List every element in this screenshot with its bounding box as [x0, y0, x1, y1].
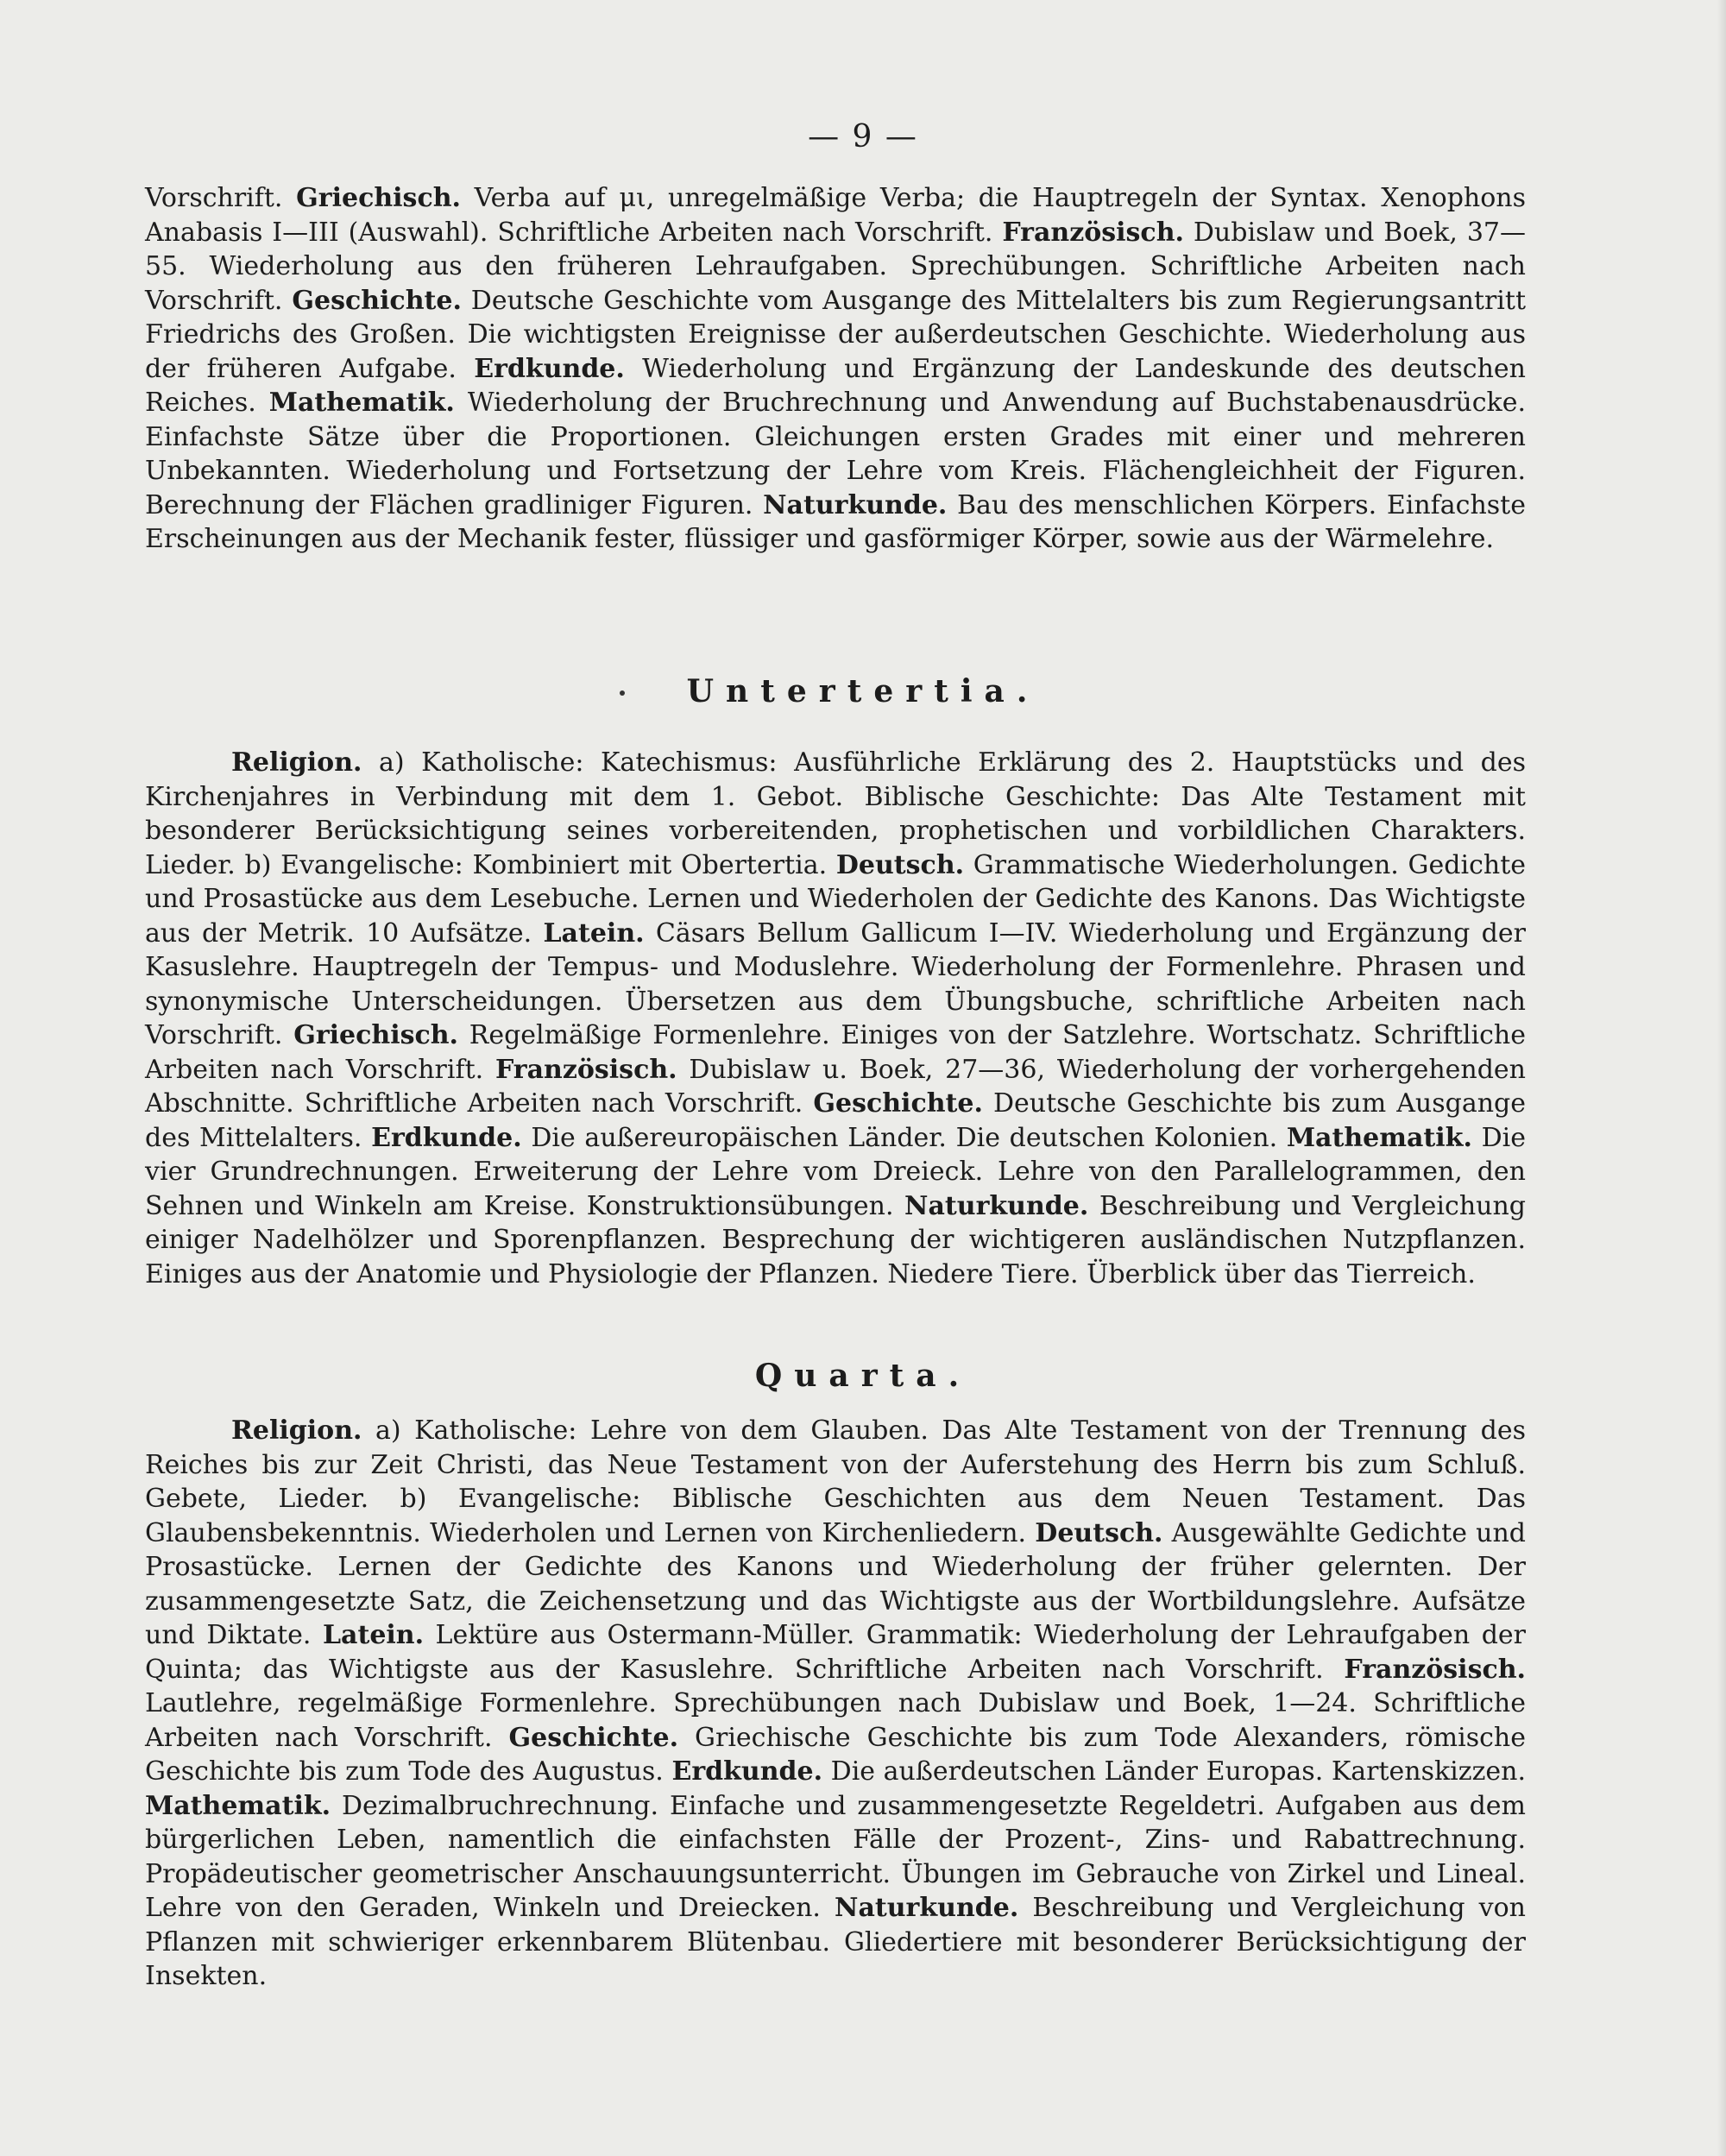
subject-label: Geschichte. — [508, 1722, 679, 1753]
subject-label: Mathematik. — [145, 1790, 331, 1821]
subject-label: Latein. — [543, 917, 645, 949]
page-number: — 9 — — [808, 119, 918, 154]
paragraph-text: Wiederholung der Bruchrechnung und Anwendung auf Buchstabenausdrücke. Einfachste Sätze über die Proportionen. Gleichungen ersten Grades mit einer und mehreren Unbekannten. Wiederholung und Fortsetzung der Lehre vom Kreis. Flächengleichheit der Figuren. Berechnung der Flächen gradliniger Figuren. — [145, 388, 1527, 520]
paragraph-text: Dezimalbruchrechnung. Einfache und zusammengesetzte Regeldetri. Aufgaben aus dem bürgerlichen Leben, namentlich die einfachsten Fälle der Prozent-, Zins- und Rabattrechnung. Propädeutischer geometrischer Anschauungsunterricht. Übungen im Gebrauche von Zirkel und Lineal. Lehre von den Geraden, Winkeln und Dreiecken. — [145, 1790, 1526, 1923]
subject-label: Erdkunde. — [474, 353, 625, 384]
heading-untertertia: Untertertia. — [686, 673, 1040, 709]
subject-label: Geschichte. — [292, 285, 462, 316]
subject-label: Naturkunde. — [904, 1190, 1089, 1221]
paragraph-text: Die vier Grundrechnungen. Erweiterung der Lehre vom Dreieck. Lehre von den Parallelogrammen, den Sehnen und Winkeln am Kreise. Konstruktionsübungen. — [145, 1122, 1527, 1221]
paragraph-text: Vorschrift. — [145, 183, 297, 213]
paragraph-text: a) Katholische: Katechismus: Ausführliche Erklärung des 2. Hauptstücks und des Kirchenjahres in Verbindung mit dem 1. Gebot. Biblische Geschichte: Das Alte Testament mit besonderer Berücksichtigung seines vorbereitenden, prophetischen und vorbildlichen Charakters. Lieder. b) Evangelische: Kombiniert mit Obertertia. — [145, 747, 1526, 880]
paragraph-text: Cäsars Bellum Gallicum I—IV. Wiederholung und Ergänzung der Kasuslehre. Hauptregeln der Tempus- und Moduslehre. Wiederholung der Formenlehre. Phrasen und synonymische Unterscheidungen. Übersetzen aus dem Übungsbuche, schriftliche Arbeiten nach Vorschrift. — [145, 917, 1526, 1050]
quarta-block — [145, 1414, 1526, 1994]
subject-label: Mathematik. — [268, 388, 455, 418]
subject-label: Griechisch. — [296, 183, 461, 213]
subject-label: Naturkunde. — [835, 1893, 1019, 1923]
paragraph-text: Lautlehre, regelmäßige Formenlehre. Sprechübungen nach Dubislaw und Boek, 1—24. Schriftliche Arbeiten nach Vorschrift. — [145, 1688, 1526, 1753]
paragraph-text: Verba auf μι, unregelmäßige Verba; die Hauptregeln der Syntax. Xenophons Anabasis I—III (Auswahl). Schriftliche Arbeiten nach Vorschrift. — [145, 183, 1527, 248]
subject-label: Religion. — [231, 1415, 362, 1446]
paragraph-text: Regelmäßige Formenlehre. Einiges von der Satzlehre. Wortschatz. Schriftliche Arbeiten nach Vorschrift. — [145, 1020, 1526, 1085]
subject-label: Griechisch. — [293, 1020, 458, 1050]
untertertia-block — [145, 746, 1526, 1291]
paragraph-text: Wiederholung und Ergänzung der Landeskunde des deutschen Reiches. — [145, 353, 1527, 418]
page-edge-shadow — [1717, 0, 1726, 2156]
subject-label: Mathematik. — [1286, 1122, 1472, 1153]
subject-label: Naturkunde. — [763, 489, 948, 520]
subject-label: Französisch. — [495, 1054, 677, 1085]
subject-label: Latein. — [322, 1620, 425, 1650]
paragraph-text: Beschreibung und Vergleichung einiger Nadelhölzer und Sporenpflanzen. Besprechung der wichtigeren ausländischen Nutzpflanzen. Einiges aus der Anatomie und Physiologie der Pflanzen. Niedere Tiere. Überblick über das Tierreich. — [145, 1190, 1526, 1289]
subject-label: Französisch. — [1344, 1654, 1526, 1685]
paragraph-text: Grammatische Wiederholungen. Gedichte und Prosastücke aus dem Lesebuche. Lernen und Wiederholen der Gedichte des Kanons. Das Wichtigste aus der Metrik. 10 Aufsätze. — [145, 849, 1527, 949]
subject-label: Erdkunde. — [371, 1122, 522, 1153]
paragraph-text: Die außerdeutschen Länder Europas. Kartenskizzen. — [822, 1756, 1526, 1787]
paragraph-text: a) Katholische: Lehre von dem Glauben. Das Alte Testament von der Trennung des Reiches bis zur Zeit Christi, das Neue Testament von der Auferstehung des Herrn bis zum Schluß. Gebete, Lieder. b) Evangelische: Biblische Geschichten aus dem Neuen Testament. Das Glaubensbekenntnis. Wiederholen und Lernen von Kirchenliedern. — [145, 1415, 1526, 1548]
paragraph-text: Ausgewählte Gedichte und Prosastücke. Lernen der Gedichte des Kanons und Wiederholung der früher gelernten. Der zusammengesetzte Satz, die Zeichensetzung und das Wichtigste aus der Wortbildungslehre. Aufsätze und Diktate. — [145, 1517, 1526, 1650]
paragraph-text: Dubislaw u. Boek, 27—36, Wiederholung der vorhergehenden Abschnitte. Schriftliche Arbeiten nach Vorschrift. — [145, 1054, 1527, 1119]
subject-label: Deutsch. — [835, 849, 965, 880]
subject-label: Französisch. — [1002, 217, 1184, 248]
subject-label: Geschichte. — [813, 1088, 983, 1119]
paragraph-text: Griechische Geschichte bis zum Tode Alexanders, römische Geschichte bis zum Tode des Augustus. — [145, 1722, 1526, 1787]
quarta-paragraph — [145, 1414, 1526, 1994]
top-paragraph — [145, 181, 1526, 557]
paragraph-text: Deutsche Geschichte bis zum Ausgange des Mittelalters. — [145, 1088, 1526, 1153]
paragraph-text: Bau des menschlichen Körpers. Einfachste Erscheinungen aus der Mechanik fester, flüssiger und gasförmiger Körper, sowie aus der Wärmelehre. — [145, 489, 1526, 554]
subject-label: Deutsch. — [1035, 1517, 1163, 1548]
paragraph-text: Beschreibung und Vergleichung von Pflanzen mit schwieriger erkennbarem Blütenbau. Gliedertiere mit besonderer Berücksichtigung der Insekten. — [145, 1893, 1526, 1991]
paragraph-text: Die außereuropäischen Länder. Die deutschen Kolonien. — [521, 1122, 1287, 1153]
heading-quarta: Quarta. — [754, 1358, 972, 1394]
untertertia-paragraph — [145, 746, 1526, 1291]
paragraph-text: Deutsche Geschichte vom Ausgange des Mittelalters bis zum Regierungsantritt Friedrichs des Großen. Die wichtigsten Ereignisse der außerdeutschen Geschichte. Wiederholung aus der früheren Aufgabe. — [145, 285, 1527, 384]
subject-label: Religion. — [231, 747, 362, 778]
top-paragraph-block — [145, 181, 1526, 557]
paragraph-text: Dubislaw und Boek, 37—55. Wiederholung aus den früheren Lehraufgaben. Sprechübungen. Schriftliche Arbeiten nach Vorschrift. — [145, 217, 1526, 316]
subject-label: Erdkunde. — [671, 1756, 823, 1787]
paragraph-text: Lektüre aus Ostermann-Müller. Grammatik: Wiederholung der Lehraufgaben der Quinta; das Wichtigste aus der Kasuslehre. Schriftliche Arbeiten nach Vorschrift. — [145, 1620, 1526, 1685]
